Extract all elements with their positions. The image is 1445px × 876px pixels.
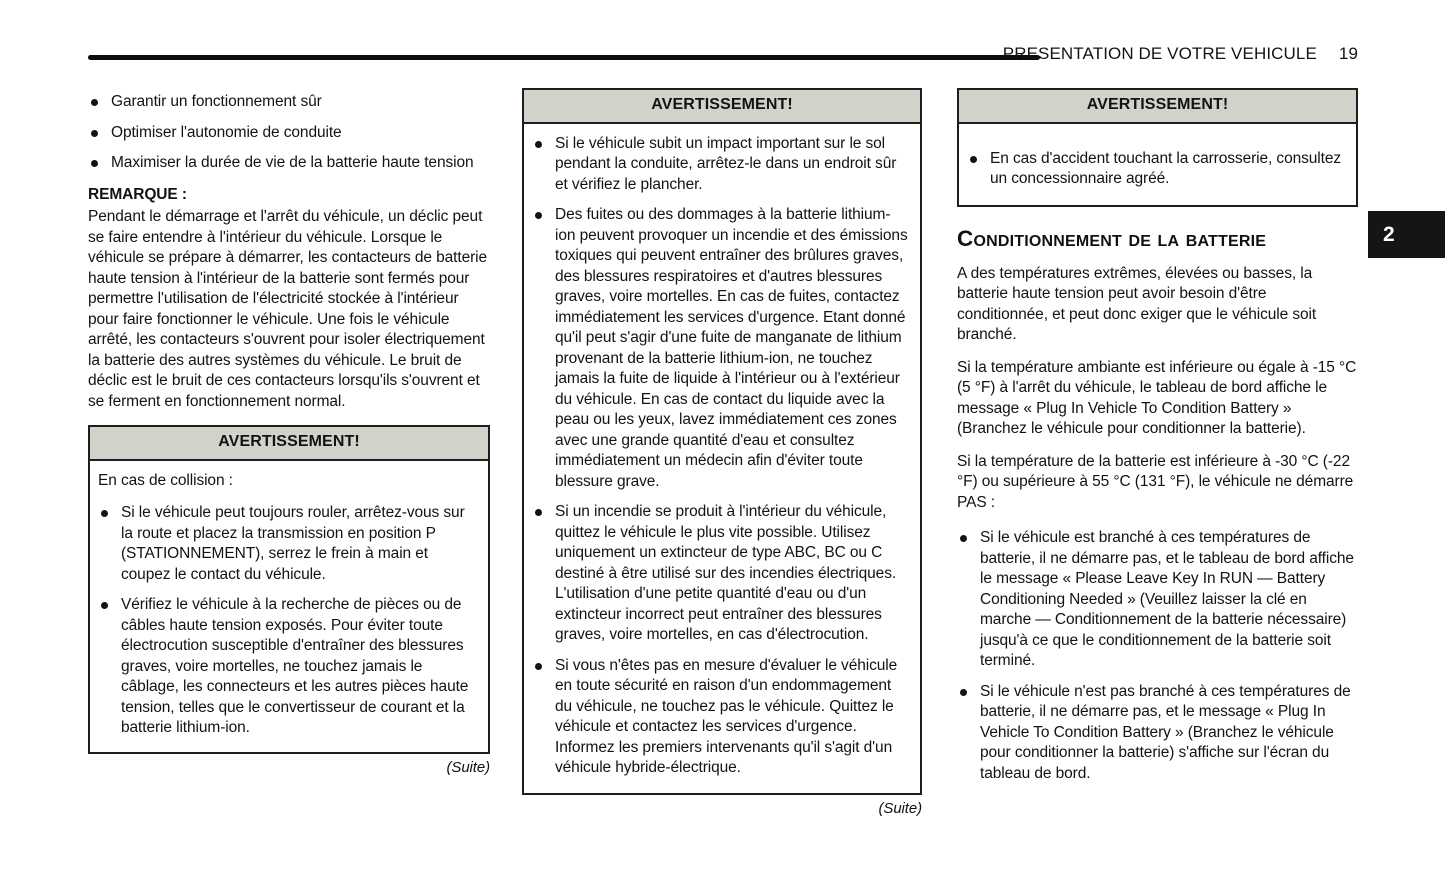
bullet-icon bbox=[535, 212, 542, 219]
list-item bbox=[532, 656, 910, 779]
warning-body bbox=[90, 461, 488, 752]
section-heading: Conditionnement de la batterie bbox=[957, 225, 1267, 251]
warning-bullet-list bbox=[98, 503, 478, 739]
list-item bbox=[967, 149, 1346, 190]
bullet-icon bbox=[101, 602, 108, 609]
continuation-note: (Suite) bbox=[446, 758, 490, 776]
column-2 bbox=[522, 88, 922, 820]
warning-bullet-list bbox=[967, 149, 1346, 190]
list-item bbox=[98, 595, 478, 739]
warning-box bbox=[957, 88, 1358, 207]
warning-body bbox=[524, 124, 920, 792]
paragraph: Si la température ambiante est inférieure ou égale à -15 °C (5 °F) à l'arrêt du véhicule, le tableau de bord affiche le message « Plug In Vehicle To Condition Battery » (Branchez le véhicule pour conditionner la batterie). bbox=[957, 358, 1357, 437]
column-3 bbox=[957, 88, 1358, 784]
bullet-icon bbox=[535, 509, 542, 516]
list-item bbox=[957, 682, 1358, 785]
list-item-text: Si le véhicule peut toujours rouler, arrêtez-vous sur la route et placez la transmission en position P (STATIONNEMENT), serrez le frein à main et coupez le contact du véhicule. bbox=[121, 504, 465, 583]
list-item-text: Si le véhicule n'est pas branché à ces températures de batterie, il ne démarre pas, et le message « Plug In Vehicle To Condition Battery » (Branchez le véhicule pour conditionner la batterie) s'affiche sur l'écran du tableau de bord. bbox=[980, 682, 1351, 782]
list-item-text: Vérifiez le véhicule à la recherche de pièces ou de câbles haute tension exposés. Pour éviter toute électrocution susceptible d'entraîner des blessures graves, voire mortelles, ne touchez jamais le câblage, les connecteurs et les autres pièces haute tension, telles que le convertisseur de courant et la batterie lithium-ion. bbox=[121, 596, 469, 736]
warning-body bbox=[959, 124, 1356, 205]
bullet-icon bbox=[101, 510, 108, 517]
warning-title: AVERTISSEMENT! bbox=[524, 90, 920, 124]
list-item bbox=[88, 92, 490, 113]
bullet-icon bbox=[960, 689, 967, 696]
chapter-tab-label: 2 bbox=[1383, 222, 1395, 246]
list-item-text: Optimiser l'autonomie de conduite bbox=[111, 123, 342, 141]
bullet-icon bbox=[960, 535, 967, 542]
list-item bbox=[532, 205, 910, 492]
column-1 bbox=[88, 92, 490, 778]
bullet-icon bbox=[91, 130, 98, 137]
chapter-tab bbox=[1368, 211, 1445, 258]
continuation-note: (Suite) bbox=[878, 800, 922, 817]
paragraph: A des températures extrêmes, élevées ou basses, la batterie haute tension peut avoir besoin d'être conditionnée, et peut donc exiger que le véhicule soit branché. bbox=[957, 264, 1317, 343]
bullet-icon bbox=[91, 160, 98, 167]
bullet-icon bbox=[970, 156, 977, 163]
warning-title: AVERTISSEMENT! bbox=[959, 90, 1356, 124]
list-item-text: Des fuites ou des dommages à la batterie lithium-ion peuvent provoquer un incendie et des émissions toxiques qui peuvent entraîner des brûlures graves, des blessures respiratoires et d'autres blessures graves, voire mortelles. En cas de fuites, contactez immédiatement les services d'urgence. Etant donné qu'il peut s'agir d'une fuite de manganate de lithium provenant de la batterie lithium-ion, ne touchez jamais la fuite de liquide à l'intérieur ou à l'extérieur du véhicule. En cas de contact du liquide avec la peau ou les yeux, lavez immédiatement ces zones avec une grande quantité d'eau et consultez immédiatement un médecin afin d'éviter toute blessure grave. bbox=[555, 206, 908, 490]
list-item-text: Si un incendie se produit à l'intérieur du véhicule, quittez le véhicule le plus vite possible. Utilisez uniquement un extincteur de type ABC, BC ou C destiné à être utilisé sur des incendies électriques. L'utilisation d'une petite quantité d'eau ou d'un extincteur incorrect peut entraîner des blessures graves, voire mortelles, en cas d'électrocution. bbox=[555, 503, 897, 643]
list-item bbox=[98, 503, 478, 585]
warning-title: AVERTISSEMENT! bbox=[90, 427, 488, 461]
bullet-icon bbox=[535, 141, 542, 148]
intro-bullet-list bbox=[88, 92, 490, 174]
list-item-text: En cas d'accident touchant la carrosserie, consultez un concessionnaire agréé. bbox=[990, 149, 1342, 187]
list-item-text: Si vous n'êtes pas en mesure d'évaluer le véhicule en toute sécurité en raison d'un endommagement du véhicule, ne touchez pas le véhicule. Quittez le véhicule et contactez les services d'urgence. Informez les premiers intervenants qu'il s'agit d'un véhicule hybride-électrique. bbox=[555, 656, 898, 776]
section-bullet-list bbox=[957, 528, 1358, 784]
running-header bbox=[1000, 44, 1358, 64]
list-item-text: Si le véhicule subit un impact important sur le sol pendant la conduite, arrêtez-le dans un endroit sûr et vérifiez le plancher. bbox=[555, 134, 897, 193]
bullet-icon bbox=[535, 663, 542, 670]
list-item bbox=[532, 134, 910, 196]
list-item bbox=[957, 528, 1358, 672]
page-number: 19 bbox=[1338, 44, 1358, 63]
paragraph: Si la température de la batterie est inférieure à -30 °C (-22 °F) ou supérieure à 55 °C (131 °F), le véhicule ne démarre PAS : bbox=[957, 452, 1354, 511]
list-item bbox=[88, 123, 490, 144]
header-title: PRESENTATION DE VOTRE VEHICULE bbox=[1002, 44, 1317, 63]
warning-box bbox=[88, 425, 490, 754]
list-item-text: Si le véhicule est branché à ces températures de batterie, il ne démarre pas, et le tableau de bord affiche le message « Please Leave Key In RUN — Battery Conditioning Needed » (Veuillez laisser la clé en marche — Conditionnement de la batterie nécessaire) jusqu'à ce que le conditionnement de la batterie soit terminé. bbox=[980, 529, 1354, 669]
header-rule bbox=[88, 55, 1040, 60]
warning-bullet-list bbox=[532, 134, 910, 779]
list-item-text: Garantir un fonctionnement sûr bbox=[111, 93, 322, 110]
list-item bbox=[88, 153, 490, 174]
warning-intro: En cas de collision : bbox=[98, 471, 233, 489]
list-item-text: Maximiser la durée de vie de la batterie haute tension bbox=[111, 154, 474, 171]
note-label: REMARQUE : bbox=[88, 185, 187, 203]
warning-box bbox=[522, 88, 922, 795]
note-text: Pendant le démarrage et l'arrêt du véhicule, un déclic peut se faire entendre à l'intérieur du véhicule. Lorsque le véhicule se prépare à démarrer, les contacteurs de batterie haute tension à l'intérieur de la batterie sont fermés pour permettre l'utilisation de l'électricité stockée à l'intérieur pour faire fonctionner le véhicule. Une fois le véhicule arrêté, les contacteurs s'ouvrent pour isoler électriquement la batterie des autres systèmes du véhicule. Le bruit de déclic est le bruit de ces contacteurs lorsqu'ils s'ouvrent et se ferment en fonctionnement normal. bbox=[88, 208, 488, 410]
bullet-icon bbox=[91, 99, 98, 106]
list-item bbox=[532, 502, 910, 646]
